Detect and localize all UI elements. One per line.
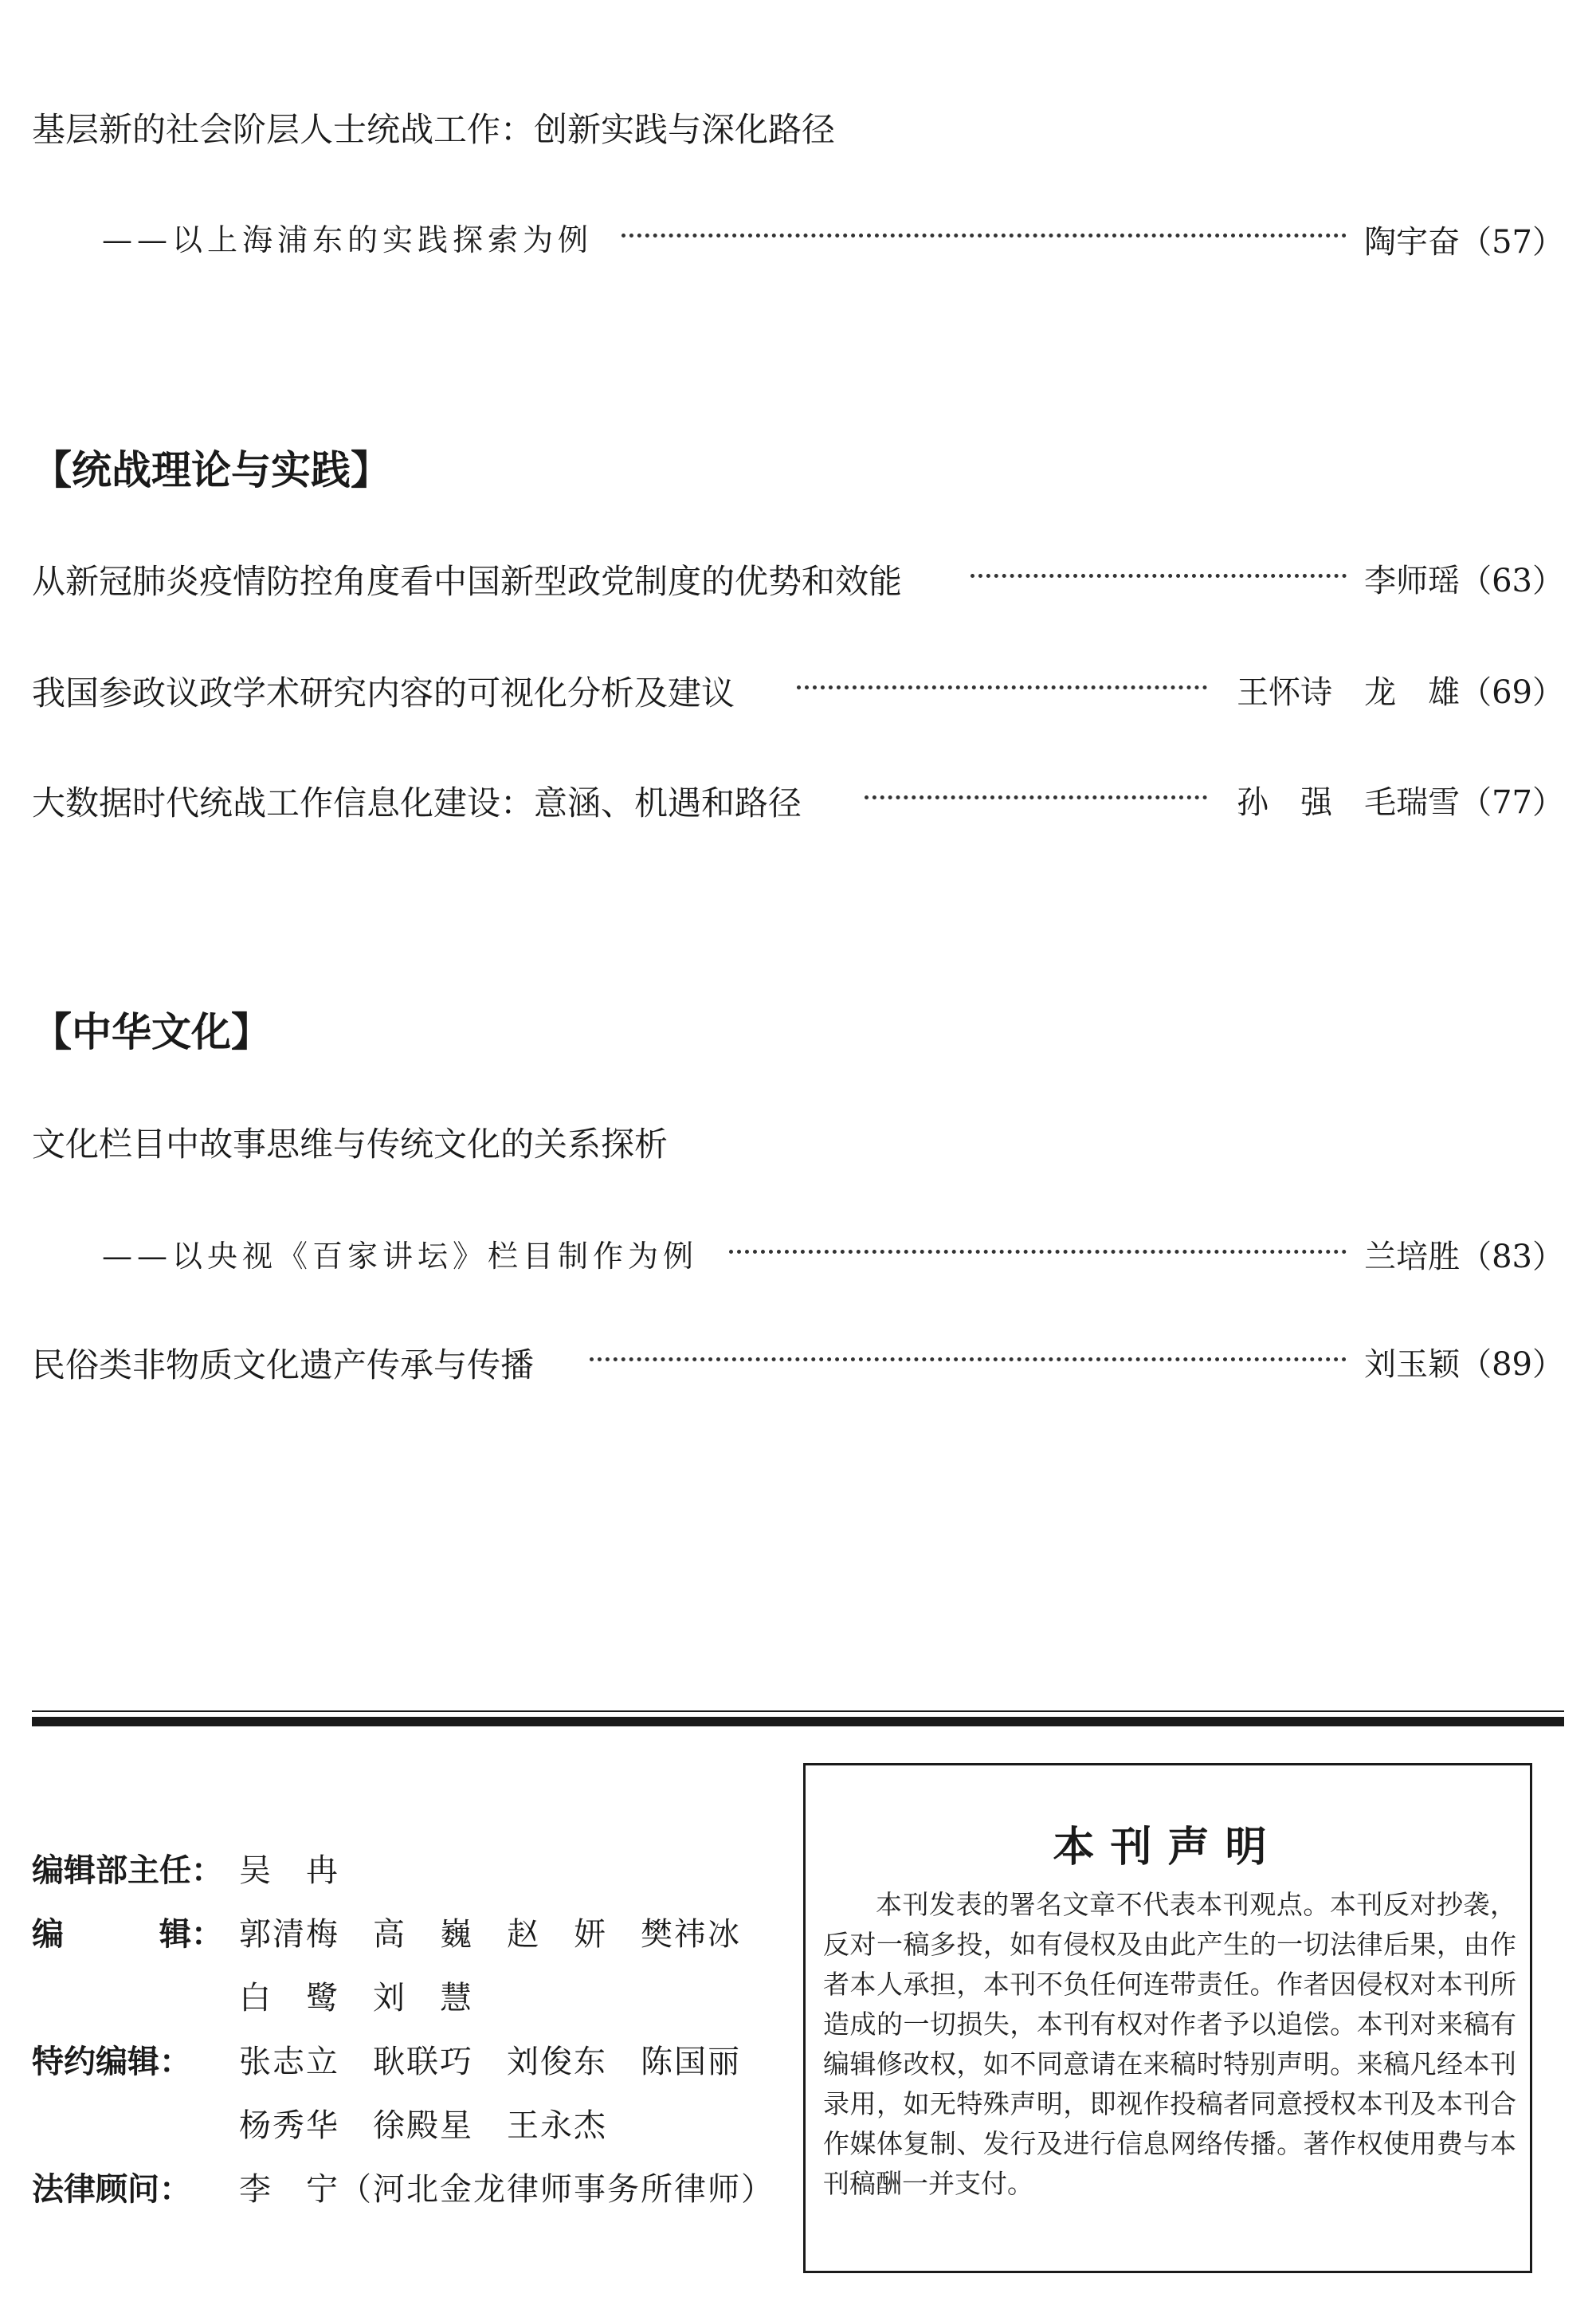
dot-leader xyxy=(622,234,1347,238)
dot-leader xyxy=(971,574,1347,578)
toc-entry-author-page xyxy=(1237,667,1564,713)
toc-entry-title: 文化栏目中故事思维与传统文化的关系探析 xyxy=(32,1125,669,1164)
toc-entry-author: 兰培胜 xyxy=(1364,1239,1461,1275)
toc-entry-title: 我国参政议政学术研究内容的可视化分析及建议 xyxy=(32,673,735,713)
toc-entry-author-page xyxy=(1364,1231,1564,1277)
toc-entry-author: 陶宇奋 xyxy=(1364,224,1461,261)
notice-body: 本刊发表的署名文章不代表本刊观点。本刊反对抄袭，反对一稿多投，如有侵权及由此产生的一切法律后果，由作者本人承担，本刊不负任何连带责任。作者因侵权对本刊所造成的一切损失，本刊有权对作者予以追偿。本刊对来稿有编辑修改权，如不同意请在来稿时特别声明。来稿凡经本刊录用，如无特殊声明，即视作投稿者同意授权本刊及本刊合作媒体复制、发行及进行信息网络传播。著作权使用费与本刊稿酬一并支付。 xyxy=(823,1889,1516,2199)
toc-entry-author-page xyxy=(1364,217,1564,262)
toc-entry-page: （57） xyxy=(1460,224,1564,261)
toc-entry-page: （69） xyxy=(1460,674,1564,711)
toc-entry-page: （63） xyxy=(1460,563,1564,599)
toc-entry-author: 刘玉颖 xyxy=(1364,1346,1461,1383)
staff-label: 法律顾问： xyxy=(32,2171,191,2208)
notice-box xyxy=(803,1763,1532,2273)
staff-value: 吴 冉 xyxy=(239,1852,339,1889)
toc-entry-page: （89） xyxy=(1460,1346,1564,1383)
staff-value: 郭清梅 高 巍 赵 妍 樊祎冰 xyxy=(239,1916,741,1953)
staff-value: 李 宁（河北金龙律师事务所律师） xyxy=(239,2171,774,2208)
toc-entry-title: 基层新的社会阶层人士统战工作：创新实践与深化路径 xyxy=(32,110,836,149)
staff-value: 白 鹭 刘 慧 xyxy=(239,1980,473,2017)
divider-thick xyxy=(32,1717,1564,1726)
dot-leader xyxy=(797,685,1207,689)
staff-label: 特约编辑： xyxy=(32,2044,191,2080)
toc-entry-subtitle: ——以上海浦东的实践探索为例 xyxy=(102,222,594,257)
toc-entry-author: 孙 强 毛瑞雪 xyxy=(1237,784,1461,821)
toc-entry-author: 李师瑶 xyxy=(1364,563,1461,599)
toc-entry-page: （77） xyxy=(1460,784,1564,821)
toc-entry-author-page xyxy=(1364,556,1564,601)
divider-thin xyxy=(32,1710,1564,1712)
staff-label: 编 辑： xyxy=(32,1916,223,1953)
dot-leader xyxy=(865,795,1207,799)
toc-entry-page: （83） xyxy=(1460,1239,1564,1275)
toc-entry-title: 民俗类非物质文化遗产传承与传播 xyxy=(32,1345,535,1384)
toc-entry-author: 王怀诗 龙 雄 xyxy=(1237,674,1461,711)
notice-title: 本刊声明 xyxy=(1053,1824,1283,1871)
toc-entry-author-page xyxy=(1237,777,1564,823)
toc-entry-subtitle: ——以央视《百家讲坛》栏目制作为例 xyxy=(102,1239,699,1274)
dot-leader xyxy=(590,1357,1347,1361)
toc-entry-author-page xyxy=(1364,1339,1564,1384)
section-heading: 【统战理论与实践】 xyxy=(32,447,390,493)
section-heading: 【中华文化】 xyxy=(32,1009,271,1055)
toc-entry-title: 大数据时代统战工作信息化建设：意涵、机遇和路径 xyxy=(32,783,802,823)
dot-leader xyxy=(729,1250,1347,1254)
staff-value: 张志立 耿联巧 刘俊东 陈国丽 xyxy=(239,2044,741,2080)
staff-label: 编辑部主任： xyxy=(32,1852,223,1889)
staff-value: 杨秀华 徐殿星 王永杰 xyxy=(239,2107,607,2144)
toc-entry-title: 从新冠肺炎疫情防控角度看中国新型政党制度的优势和效能 xyxy=(32,562,903,601)
